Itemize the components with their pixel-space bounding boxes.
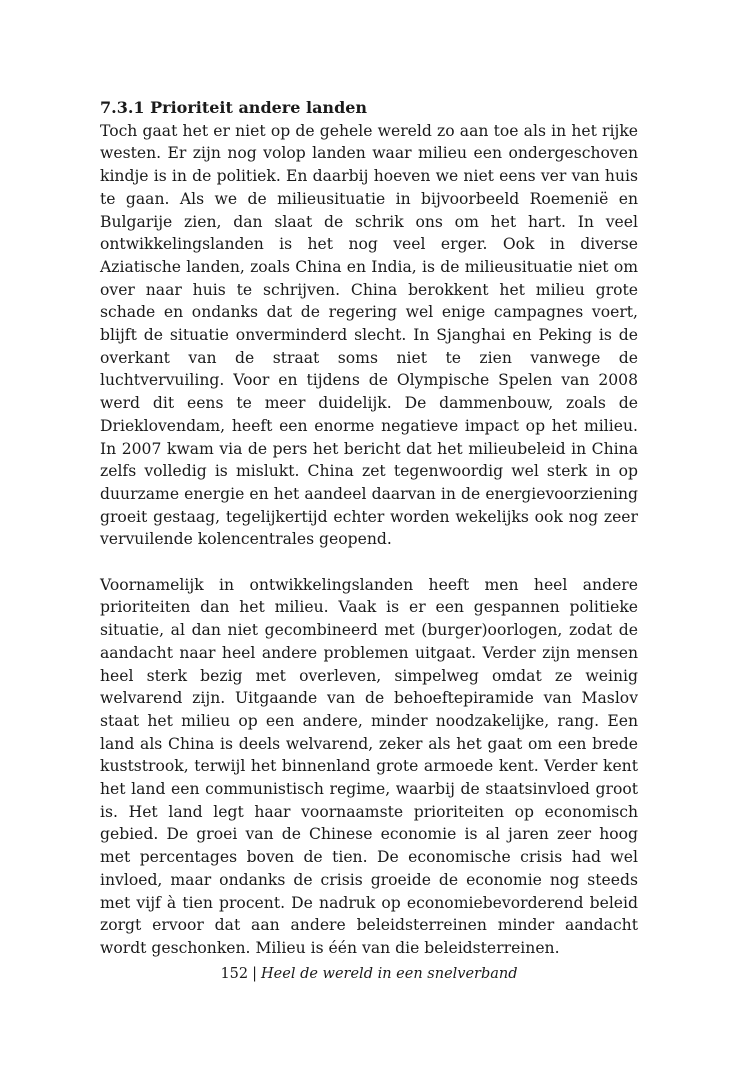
- paragraph-2: Voornamelijk in ontwikkelingslanden heeft men heel andere prioriteiten dan het milieu. Vaak is er een gespannen politieke situatie, al dan niet gecombineerd met (burger)oorlogen, zodat de aandacht naar heel andere problemen uitgaat. Verder zijn mensen heel sterk bezig met overleven, simpelweg omdat ze weinig welvarend zijn. Uitgaande van de behoeftepiramide van Maslov staat het milieu op een andere, minder noodzakelijke, rang. Een land als China is deels welvarend, zeker als het gaat om een brede kuststrook, terwijl het binnenland grote armoede kent. Verder kent het land een communistisch regime, waarbij de staatsinvloed groot is. Het land legt haar voornaamste prioriteiten op economisch gebied. De groei van de Chinese economie is al jaren zeer hoog met percentages boven de tien. De economische crisis had wel invloed, maar ondanks de crisis groeide de economie nog steeds met vijf à tien procent. De nadruk op economiebevorderend beleid zorgt ervoor dat aan andere beleidsterreinen minder aandacht wordt geschonken. Milieu is één van die beleidsterreinen.: [100, 575, 638, 957]
- book-title: Heel de wereld in een snelverband: [261, 966, 518, 982]
- page-footer: [0, 966, 738, 982]
- paragraph-1: Toch gaat het er niet op de gehele wereld zo aan toe als in het rijke westen. Er zijn nog volop landen waar milieu een ondergeschoven kindje is in de politiek. En daarbij hoeven we niet eens ver van huis te gaan. Als we de milieusituatie in bijvoorbeeld Roemenië en Bulgarije zien, dan slaat de schrik ons om het hart. In veel ontwikkelingslanden is het nog veel erger. Ook in diverse Aziatische landen, zoals China en India, is de milieusituatie niet om over naar huis te schrijven. China berokkent het milieu grote schade en ondanks dat de regering wel enige campagnes voert, blijft de situatie onverminderd slecht. In Sjanghai en Peking is de overkant van de straat soms niet te zien vanwege de luchtvervuiling. Voor en tijdens de Olympische Spelen van 2008 werd dit eens te meer duidelijk. De dammenbouw, zoals de Drieklovendam, heeft een enorme negatieve impact op het milieu. In 2007 kwam via de pers het bericht dat het milieubeleid in China zelfs volledig is mislukt. China zet tegenwoordig wel sterk in op duurzame energie en het aandeel daarvan in de energievoorziening groeit gestaag, tegelijkertijd echter worden wekelijks ook nog zeer vervuilende kolencentrales geopend.: [100, 121, 638, 549]
- page-body: [100, 97, 638, 982]
- page-number: 152: [220, 966, 249, 982]
- footer-separator: |: [252, 966, 258, 982]
- section-heading: 7.3.1 Prioriteit andere landen: [100, 98, 368, 117]
